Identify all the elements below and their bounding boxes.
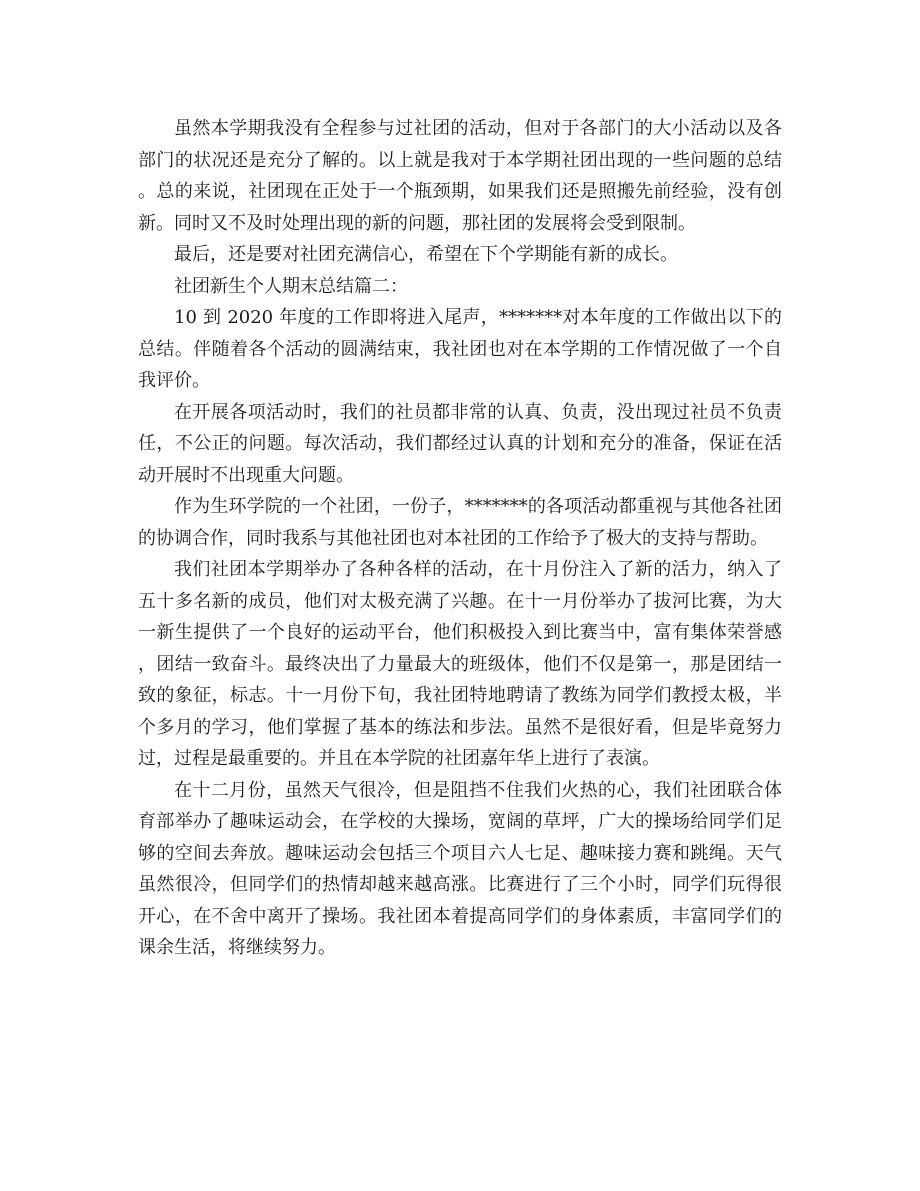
paragraph: 作为生环学院的一个社团，一份子，*******的各项活动都重视与其他各社团的协调合作，同时我系与其他社团也对本社团的工作给予了极大的支持与帮助。	[138, 496, 782, 549]
paragraph: 我们社团本学期举办了各种各样的活动，在十月份注入了新的活力，纳入了五十多名新的成员，他们对太极充满了兴趣。在十一月份举办了拔河比赛，为大一新生提供了一个良好的运动平台，他们积极投入到比赛当中，富有集体荣誉感，团结一致奋斗。最终决出了力量最大的班级体，他们不仅是第一，那是团结一致的象征，标志。十一月份下旬，我社团特地聘请了教练为同学们教授太极，半个多月的学习，他们掌握了基本的练法和步法。虽然不是很好看，但是毕竟努力过，过程是最重要的。并且在本学院的社团嘉年华上进行了表演。	[138, 559, 782, 769]
paragraph: 虽然本学期我没有全程参与过社团的活动，但对于各部门的大小活动以及各部门的状况还是充分了解的。以上就是我对于本学期社团出现的一些问题的总结。总的来说，社团现在正处于一个瓶颈期，如果我们还是照搬先前经验，没有创新。同时又不及时处理出现的新的问题，那社团的发展将会受到限制。	[138, 118, 782, 234]
section-heading: 社团新生个人期末总结篇二：	[174, 275, 408, 297]
document-body	[138, 113, 782, 964]
paragraph: 在开展各项活动时，我们的社员都非常的认真、负责，没出现过社员不负责任，不公正的问题。每次活动，我们都经过认真的计划和充分的准备，保证在活动开展时不出现重大问题。	[138, 401, 782, 486]
paragraph: 最后，还是要对社团充满信心，希望在下个学期能有新的成长。	[174, 244, 678, 265]
paragraph: 在十二月份，虽然天气很冷，但是阻挡不住我们火热的心，我们社团联合体育部举办了趣味运动会，在学校的大操场，宽阔的草坪，广大的操场给同学们足够的空间去奔放。趣味运动会包括三个项目六人七足、趣味接力赛和跳绳。天气虽然很冷，但同学们的热情却越来越高涨。比赛进行了三个小时，同学们玩得很开心，在不舍中离开了操场。我社团本着提高同学们的身体素质，丰富同学们的课余生活，将继续努力。	[138, 779, 782, 958]
paragraph: 10 到 2020 年度的工作即将进入尾声，*******对本年度的工作做出以下的总结。伴随着各个活动的圆满结束，我社团也对在本学期的工作情况做了一个自我评价。	[138, 307, 782, 391]
